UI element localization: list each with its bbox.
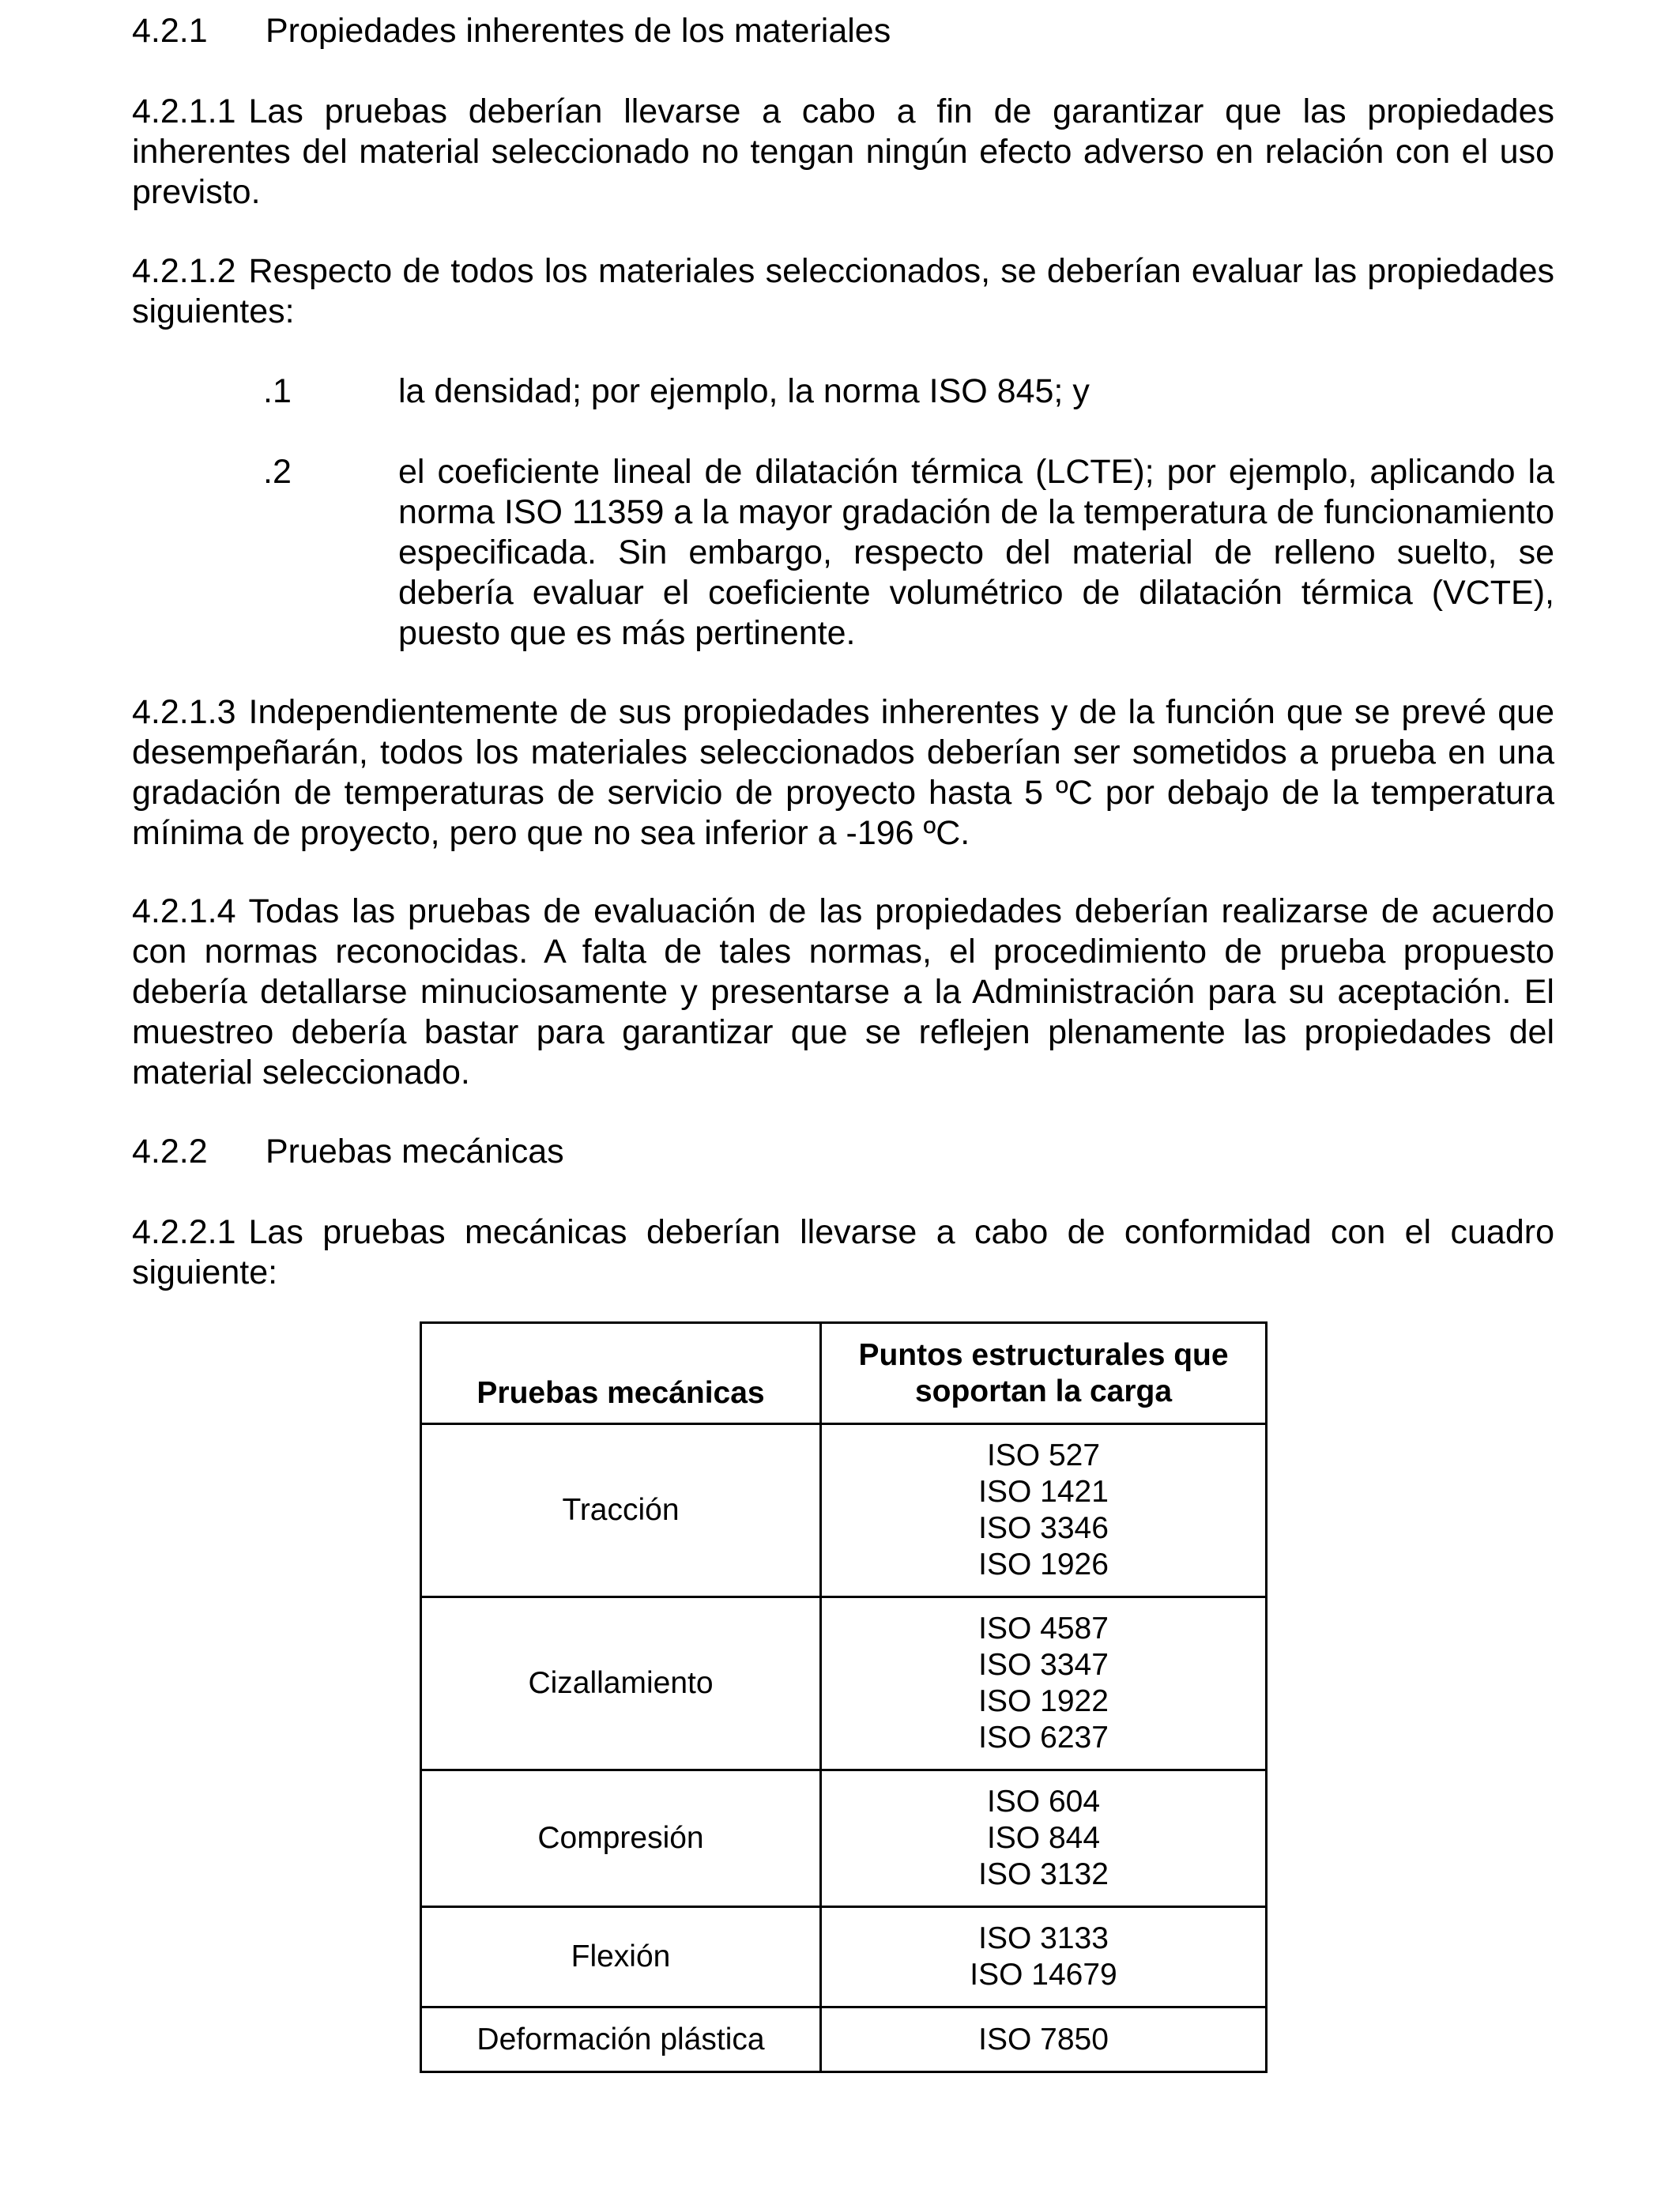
- section-number: 4.2.1: [132, 12, 208, 50]
- header-label: Pruebas mecánicas: [477, 1376, 765, 1410]
- header-label-line: soportan la carga: [914, 1374, 1173, 1408]
- list-item-text: el coeficiente lineal de dilatación térmica (LCTE); por ejemplo, aplicando la norma ISO 11359 a la mayor gradación de la temperatura de funcionamiento especificada. Sin embargo, respecto del material de relleno suelto, se debería evaluar el coeficiente volumétrico de dilatación térmica (VCTE), puesto que es más pertinente.: [398, 453, 1554, 652]
- table-row: [421, 2007, 1267, 2072]
- section-title: Pruebas mecánicas: [266, 1133, 564, 1171]
- standard-code: ISO 604: [986, 1785, 1101, 1819]
- standard-code: ISO 1922: [978, 1684, 1109, 1718]
- paragraph-text: Independientemente de sus propiedades inherentes y de la función que se prevé que desempeñarán, todos los materiales seleccionados deberían ser sometidos a prueba en una gradación de temperaturas de servicio de proyecto hasta 5 ºC por debajo de la temperatura mínima de proyecto, pero que no sea inferior a -196 ºC.: [132, 693, 1554, 852]
- paragraph-number: 4.2.1.1: [132, 92, 236, 130]
- table-header-standards: [821, 1323, 1267, 1424]
- paragraph-4-2-2-1: [132, 1212, 1554, 1293]
- standard-code: ISO 3346: [978, 1511, 1109, 1545]
- table-row: [421, 1597, 1267, 1770]
- list-item-text: la densidad; por ejemplo, la norma ISO 845; y: [398, 372, 1090, 410]
- paragraph-4-2-1-1: [132, 92, 1554, 213]
- list-item-number: .1: [263, 372, 292, 410]
- paragraph-text: Las pruebas deberían llevarse a cabo a fin de garantizar que las propiedades inherentes del material seleccionado no tengan ningún efecto adverso en relación con el uso previsto.: [132, 92, 1554, 211]
- test-name-cell: Cizallamiento: [421, 1597, 821, 1770]
- standard-code: ISO 14679: [970, 1958, 1117, 1992]
- standard-code: ISO 1926: [978, 1547, 1109, 1581]
- test-name-cell: Deformación plástica: [421, 2007, 821, 2072]
- paragraph-number: 4.2.2.1: [132, 1213, 236, 1251]
- test-name-cell: Tracción: [421, 1424, 821, 1597]
- section-title: Propiedades inherentes de los materiales: [266, 12, 891, 50]
- standard-code: ISO 3133: [978, 1921, 1109, 1955]
- paragraph-4-2-1-2: [132, 251, 1554, 332]
- standard-code: ISO 4587: [978, 1612, 1109, 1646]
- standard-code: ISO 7850: [978, 2022, 1109, 2056]
- paragraph-number: 4.2.1.3: [132, 693, 236, 731]
- paragraph-text: Todas las pruebas de evaluación de las propiedades deberían realizarse de acuerdo con normas reconocidas. A falta de tales normas, el procedimiento de prueba propuesto debería detallarse minuciosamente y presentarse a la Administración para su aceptación. El muestreo debería bastar para garantizar que se reflejen plenamente las propiedades del material seleccionado.: [132, 892, 1554, 1091]
- table-row: [421, 1770, 1267, 1907]
- paragraph-4-2-1-4: [132, 892, 1554, 1093]
- table-row: [421, 1907, 1267, 2007]
- header-label-line: Puntos estructurales que: [858, 1337, 1229, 1372]
- standard-code: ISO 3132: [978, 1857, 1109, 1891]
- paragraph-number: 4.2.1.4: [132, 892, 236, 930]
- table-row: [421, 1424, 1267, 1597]
- list-item-number: .2: [263, 453, 292, 491]
- paragraph-4-2-1-3: [132, 692, 1554, 854]
- section-number: 4.2.2: [132, 1133, 208, 1171]
- mechanical-tests-table: [420, 1321, 1268, 2073]
- standard-code: ISO 1421: [978, 1475, 1109, 1509]
- section-heading-4-2-2: [132, 1132, 1554, 1172]
- standard-code: ISO 6237: [978, 1721, 1109, 1755]
- test-name-cell: Compresión: [421, 1770, 821, 1907]
- standards-cell: [821, 1424, 1267, 1597]
- standard-code: ISO 3347: [978, 1648, 1109, 1682]
- table-header-row: [421, 1323, 1267, 1424]
- standards-cell: [821, 1597, 1267, 1770]
- standard-code: ISO 844: [986, 1821, 1101, 1855]
- standard-code: ISO 527: [986, 1438, 1101, 1472]
- standards-cell: [821, 1907, 1267, 2007]
- paragraph-text: Las pruebas mecánicas deberían llevarse a cabo de conformidad con el cuadro siguiente:: [132, 1213, 1554, 1291]
- paragraph-number: 4.2.1.2: [132, 252, 236, 290]
- standards-cell: [821, 2007, 1267, 2072]
- paragraph-text: Respecto de todos los materiales seleccionados, se deberían evaluar las propiedades siguientes:: [132, 252, 1554, 330]
- standards-cell: [821, 1770, 1267, 1907]
- table-header-tests: [421, 1323, 821, 1424]
- section-heading-4-2-1: [132, 11, 1554, 51]
- test-name-cell: Flexión: [421, 1907, 821, 2007]
